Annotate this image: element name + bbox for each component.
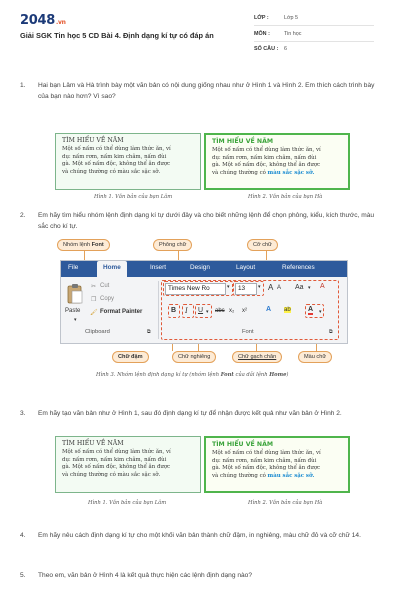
textbox-body: Một số nấm có thể dùng làm thức ăn, ví dụ: nấm rơm, nấm kim châm, nấm đùi gà. Một số nấm độc, không thể ăn được và chúng thường có màu sắc sặc sỡ.: [62, 146, 171, 175]
chevron-down-icon[interactable]: ▾: [206, 309, 209, 315]
callout-underline: Chữ gạch chân: [232, 351, 282, 363]
font-color-highlight: [305, 304, 324, 318]
textbox-title: TÌM HIỂU VỀ NĂM: [212, 441, 274, 448]
question-number: 1.: [20, 82, 26, 89]
dialog-launcher-icon[interactable]: ⧉: [329, 329, 333, 335]
question-3: [20, 408, 390, 432]
dialog-launcher-icon[interactable]: ⧉: [147, 329, 151, 335]
figure-caption: Hình 3. Nhóm lệnh định dạng kí tự (nhóm lệnh Font của dải lệnh Home): [96, 372, 289, 378]
question-number: 5.: [20, 572, 26, 579]
superscript-button[interactable]: x²: [242, 308, 247, 314]
textbox-title: TÌM HIỂU VỀ NĂM: [212, 138, 274, 145]
figure-caption: Hình 1. Văn bản của bạn Lâm: [94, 194, 173, 200]
question-text: Theo em, văn bản ở Hình 4 là kết quả thực hiện các lệnh định dạng nào?: [38, 572, 253, 579]
font-group-label: Font: [242, 329, 254, 335]
tab-layout[interactable]: Layout: [236, 264, 256, 271]
question-number: 2.: [20, 212, 26, 219]
bold-button[interactable]: B: [171, 307, 177, 314]
font-size-select[interactable]: 13: [235, 283, 257, 295]
textbox-ha: [204, 133, 350, 190]
chevron-down-icon[interactable]: ▾: [319, 309, 322, 315]
font-face-select[interactable]: Times New Ro: [165, 283, 226, 295]
figure-caption: Hình 2. Văn bản của bạn Hà: [248, 194, 323, 200]
underline-button[interactable]: U: [198, 307, 204, 314]
ribbon-tabs: [61, 261, 348, 277]
chevron-down-icon[interactable]: ▾: [308, 285, 311, 291]
textbox-body: Một số nấm có thể dùng làm thức ăn, ví dụ: nấm rơm, nấm kim châm, nấm đùi gà. Một số nấm độc, không thể ăn được và chúng thường có màu sắc sặc sỡ.: [212, 450, 321, 479]
ribbon-home-panel: [61, 277, 348, 344]
grow-font-button[interactable]: A: [268, 283, 274, 292]
font-color-button[interactable]: A: [308, 306, 314, 313]
bold-highlight: [168, 304, 180, 318]
copy-button[interactable]: Copy: [100, 296, 115, 302]
clear-formatting-button[interactable]: A: [320, 283, 325, 290]
font-size-highlight: [233, 281, 264, 296]
strikethrough-button[interactable]: abc: [215, 308, 225, 314]
figure-caption: Hình 1. Văn bản của bạn Lâm: [88, 500, 167, 506]
copy-icon: ❐: [91, 297, 97, 303]
underline-highlight: [195, 304, 212, 318]
question-text: Em hãy tạo văn bản như ở Hình 1, sau đó định dạng kí tự để nhận được kết quả như văn bản ở Hình 2.: [38, 410, 342, 417]
paste-icon[interactable]: [66, 283, 84, 305]
callout-color: Màu chữ: [298, 351, 332, 363]
shrink-font-button[interactable]: A: [277, 285, 282, 291]
format-painter-button[interactable]: Format Painter: [100, 309, 143, 315]
callout-line: [84, 251, 85, 260]
meta-divider: [254, 25, 374, 26]
callout-bold: Chữ đậm: [112, 351, 149, 363]
callout-line: [316, 344, 317, 351]
text-effects-button[interactable]: A: [266, 306, 272, 313]
question-text: Em hãy tìm hiểu nhóm lệnh định dạng kí tự dưới đây và cho biết những lệnh để chọn phông, kiểu, kích thước, màu sắc cho kí tự.: [38, 212, 375, 230]
change-case-button[interactable]: Aa: [295, 284, 304, 291]
tab-references[interactable]: References: [282, 264, 315, 271]
font-face-highlight: [163, 281, 233, 296]
page-title: Giải SGK Tin học 5 CD Bài 4. Định dạng kí tự có đáp án: [20, 31, 214, 40]
subscript-button[interactable]: x₂: [229, 308, 235, 314]
page-header: 2048.vn Giải SGK Tin học 5 CD Bài 4. Định dạng kí tự có đáp án LỚP : Lớp 5 MÔN : Tin học SỐ CÂU : 6: [0, 0, 400, 62]
cut-icon: ✂: [91, 284, 97, 290]
chevron-down-icon[interactable]: ▾: [227, 284, 230, 290]
format-painter-icon: 🖌: [90, 310, 98, 316]
callout-line: [198, 344, 199, 351]
cut-button[interactable]: Cut: [100, 283, 110, 289]
meta-divider: [254, 41, 374, 42]
textbox-lam: [55, 133, 201, 190]
callout-line: [256, 344, 257, 351]
figure-caption: Hình 2. Văn bản của bạn Hà: [248, 500, 323, 506]
callout-line: [172, 344, 173, 351]
textbox-title: TÌM HIỂU VỀ NĂM: [62, 440, 124, 447]
group-separator: [158, 281, 159, 339]
tab-file[interactable]: File: [68, 264, 79, 271]
question-2: [20, 210, 390, 234]
question-4: [20, 530, 390, 554]
textbox-ha: [204, 436, 350, 493]
tab-design[interactable]: Design: [190, 264, 210, 271]
tab-home[interactable]: Home: [97, 261, 127, 277]
question-1: [20, 80, 390, 104]
chevron-down-icon[interactable]: ▾: [258, 284, 261, 290]
textbox-title: TÌM HIỂU VỀ NĂM: [62, 137, 124, 144]
paste-button[interactable]: Paste: [65, 308, 81, 314]
question-number: 3.: [20, 410, 26, 417]
callout-font-group: Nhóm lệnh Font: [57, 239, 110, 251]
question-5: [20, 570, 390, 582]
clipboard-group-label: Clipboard: [85, 329, 110, 335]
textbox-body: Một số nấm có thể dùng làm thức ăn, ví dụ: nấm rơm, nấm kim châm, nấm đùi gà. Một số nấm độc, không thể ăn được và chúng thường có màu sắc sặc sỡ.: [212, 147, 321, 176]
question-number: 4.: [20, 532, 26, 539]
textbox-body: Một số nấm có thể dùng làm thức ăn, ví dụ: nấm rơm, nấm kim châm, nấm đùi gà. Một số nấm độc, không thể ăn được và chúng thường có màu sắc sặc sỡ.: [62, 449, 171, 478]
callout-italic: Chữ nghiêng: [172, 351, 216, 363]
site-logo[interactable]: 2048.vn: [20, 13, 66, 28]
callout-font-face: Phông chữ: [153, 239, 192, 251]
question-text: Hai bạn Lâm và Hà trình bày một văn bản có nội dung giống nhau như ở Hình 1 và Hình 2. Em thích cách trình bày của bạn nào hơn? Vì sao?: [38, 82, 375, 100]
tab-insert[interactable]: Insert: [150, 264, 166, 271]
textbox-lam: [55, 436, 201, 493]
word-ribbon: [60, 260, 348, 344]
callout-font-size: Cỡ chữ: [247, 239, 278, 251]
highlight-button[interactable]: ab: [284, 307, 291, 313]
italic-button[interactable]: I: [185, 307, 188, 315]
italic-highlight: [182, 304, 194, 318]
chevron-down-icon[interactable]: ▾: [74, 317, 77, 323]
question-text: Em hãy nêu cách định dạng kí tự cho một khối văn bản thành chữ đậm, in nghiêng, màu chữ đỏ và cỡ chữ 14.: [38, 532, 361, 539]
